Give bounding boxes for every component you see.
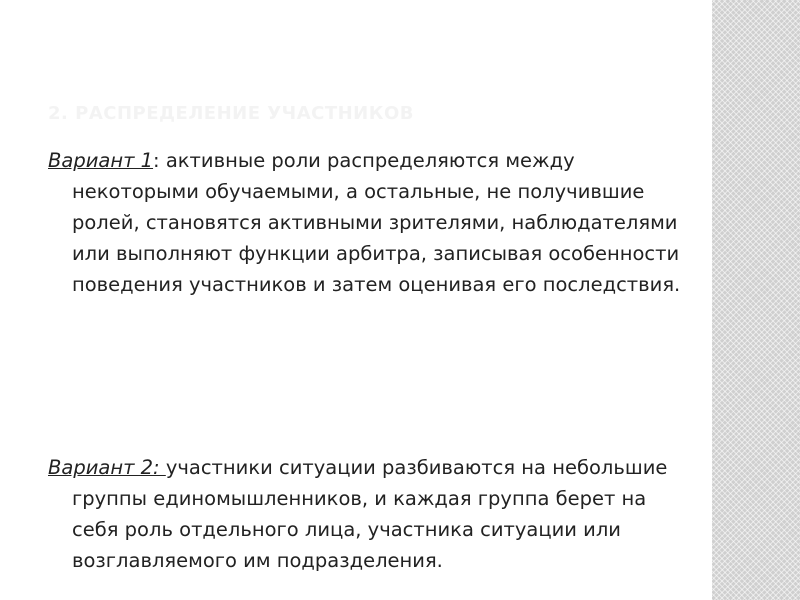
- variant-1-label: Вариант 1: [48, 149, 154, 172]
- paragraph-variant-2: [48, 452, 692, 576]
- decorative-side-panel: [712, 0, 800, 600]
- slide-title: 2. РАСПРЕДЕЛЕНИЕ УЧАСТНИКОВ: [48, 103, 414, 124]
- variant-2-text: участники ситуации разбиваются на небольшие группы единомышленников, и каждая группа берет на себя роль отдельного лица, участника ситуации или возглавляемого им подразделения.: [72, 456, 668, 572]
- variant-2-label: Вариант 2:: [48, 456, 166, 479]
- paragraph-variant-1: [48, 145, 692, 300]
- variant-1-text: : активные роли распределяются между некоторыми обучаемыми, а остальные, не получившие ролей, становятся активными зрителями, наблюдателями или выполняют функции арбитра, записывая особенности поведения участников и затем оценивая его последствия.: [72, 149, 681, 296]
